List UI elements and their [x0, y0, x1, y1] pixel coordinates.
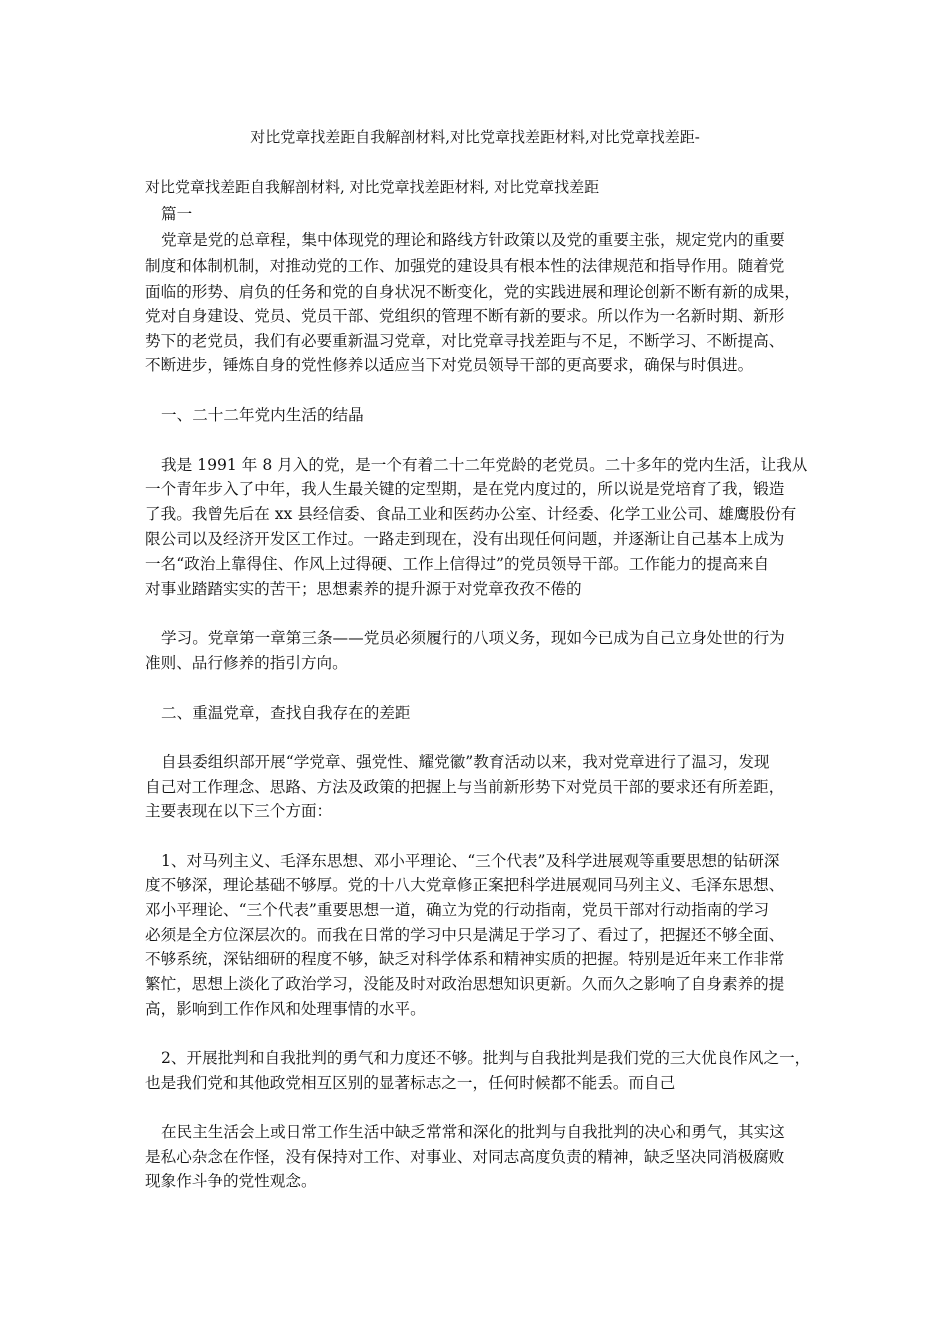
text-line: 在民主生活会上或日常工作生活中缺乏常常和深化的批判与自我批判的决心和勇气，其实这: [161, 1123, 785, 1141]
text-line: 制度和体制机制，对推动党的工作、加强党的建设具有根本性的法律规范和指导作用。随着党: [145, 257, 785, 275]
text-line: 了我。我曾先后在 xx 县经信委、食品工业和医药办公室、计经委、化学工业公司、雄鹰股份有: [145, 505, 797, 523]
text-line: 是私心杂念在作怪，没有保持对工作、对事业、对同志高度负责的精神，缺乏坚决同消极腐败: [145, 1148, 785, 1166]
text-line: 党章是党的总章程，集中体现党的理论和路线方针政策以及党的重要主张，规定党内的重要: [161, 231, 785, 249]
text-line: 自己对工作理念、思路、方法及政策的把握上与当前新形势下对党员干部的要求还有所差距，: [145, 778, 785, 796]
text-line: 不够系统，深钻细研的程度不够，缺乏对科学体系和精神实质的把握。特别是近年来工作非常: [145, 950, 785, 968]
text-line: 繁忙，思想上淡化了政治学习，没能及时对政治思想知识更新。久而久之影响了自身素养的提: [145, 975, 785, 993]
text-line: 准则、品行修养的指引方向。: [145, 654, 348, 672]
text-line: 邓小平理论、“三个代表”重要思想一道，确立为党的行动指南，党员干部对行动指南的学习: [145, 901, 770, 919]
text-line: 一个青年步入了中年，我人生最关键的定型期，是在党内度过的，所以说是党培育了我，锻造: [145, 480, 785, 498]
text-line: 高，影响到工作作风和处理事情的水平。: [145, 1000, 426, 1018]
text-line: 对事业踏踏实实的苦干；思想素养的提升源于对党章孜孜不倦的: [145, 580, 582, 598]
document-subtitle: 对比党章找差距自我解剖材料, 对比党章找差距材料, 对比党章找差距: [145, 178, 600, 196]
text-line: 限公司以及经济开发区工作过。一路走到现在，没有出现任何问题，并逐渐让自己基本上成为: [145, 530, 785, 548]
text-line: 面临的形势、肩负的任务和党的自身状况不断变化，党的实践进展和理论创新不断有新的成果，: [145, 283, 800, 301]
text-line: 主要表现在以下三个方面：: [145, 802, 333, 820]
text-line: 我是 1991 年 8 月入的党，是一个有着二十二年党龄的老党员。二十多年的党内生活，让我从: [161, 456, 808, 474]
text-line: 一名“政治上靠得住、作风上过得硬、工作上信得过”的党员领导干部。工作能力的提高来自: [145, 555, 770, 573]
text-line: 学习。党章第一章第三条——党员必须履行的八项义务，现如今已成为自己立身处世的行为: [161, 629, 785, 647]
text-line: 自县委组织部开展“学党章、强党性、耀党徽”教育活动以来，我对党章进行了温习，发现: [161, 753, 770, 771]
section-label: 篇一: [161, 205, 193, 223]
text-line: 必须是全方位深层次的。而我在日常的学习中只是满足于学习了、看过了，把握还不够全面、: [145, 926, 785, 944]
text-line: 不断进步，锤炼自身的党性修养以适应当下对党员领导干部的更高要求，确保与时俱进。: [145, 356, 754, 374]
text-line: 势下的老党员，我们有必要重新温习党章，对比党章寻找差距与不足，不断学习、不断提高、: [145, 332, 785, 350]
text-line: 1、对马列主义、毛泽东思想、邓小平理论、“三个代表”及科学进展观等重要思想的钻研深: [161, 852, 780, 870]
section-heading: 二、重温党章，查找自我存在的差距: [161, 704, 411, 722]
section-heading: 一、二十二年党内生活的结晶: [161, 406, 364, 424]
document-title: 对比党章找差距自我解剖材料,对比党章找差距材料,对比党章找差距-: [250, 128, 700, 146]
text-line: 也是我们党和其他政党相互区别的显著标志之一，任何时候都不能丢。而自己: [145, 1074, 676, 1092]
text-line: 2、开展批判和自我批判的勇气和力度还不够。批判与自我批判是我们党的三大优良作风之一，: [161, 1049, 811, 1067]
text-line: 党对自身建设、党员、党员干部、党组织的管理不断有新的要求。所以作为一名新时期、新形: [145, 307, 785, 325]
text-line: 现象作斗争的党性观念。: [145, 1172, 317, 1190]
text-line: 度不够深，理论基础不够厚。党的十八大党章修正案把科学进展观同马列主义、毛泽东思想、: [145, 876, 785, 894]
